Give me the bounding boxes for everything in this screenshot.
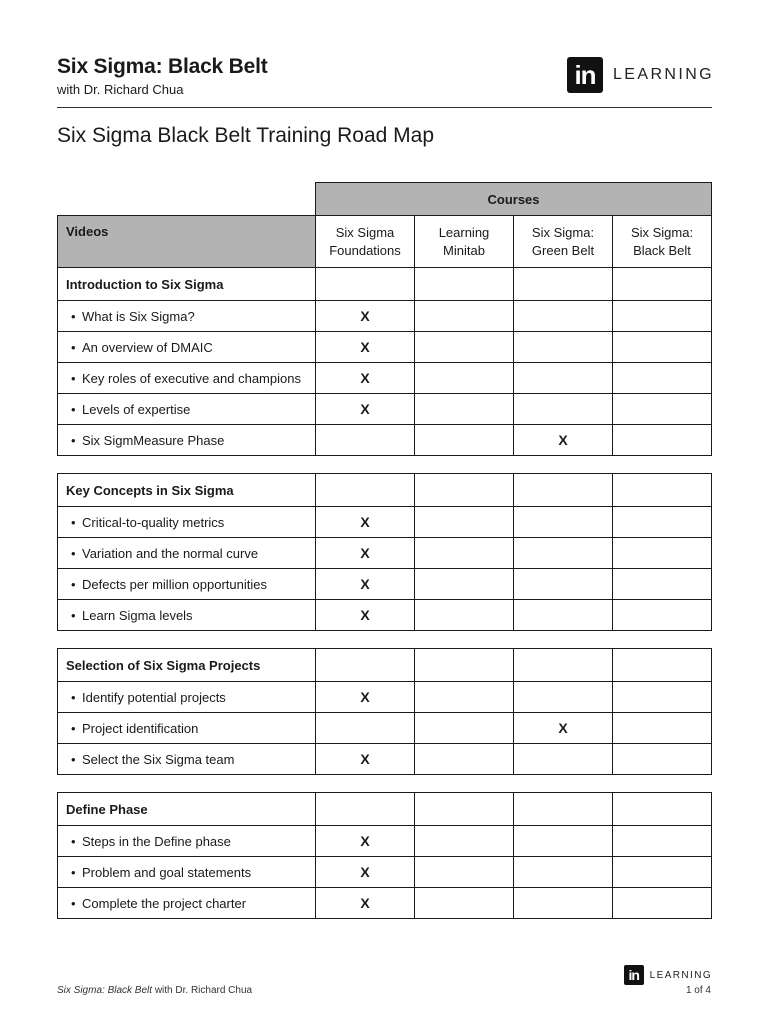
- footer-credit: [57, 985, 252, 996]
- empty-cell: [415, 888, 514, 919]
- empty-cell: [514, 744, 613, 775]
- bullet-icon: •: [71, 432, 76, 448]
- video-title-cell: [58, 744, 316, 775]
- bullet-icon: •: [71, 607, 76, 623]
- bullet-icon: •: [71, 864, 76, 880]
- page-title: Six Sigma Black Belt Training Road Map: [57, 124, 435, 147]
- empty-cell: [613, 857, 712, 888]
- empty-cell: [613, 826, 712, 857]
- video-row: [58, 600, 712, 631]
- video-row: [58, 332, 712, 363]
- linkedin-learning-logo: [567, 57, 714, 93]
- empty-cell: [415, 744, 514, 775]
- course-header-foundations: Six Sigma Foundations: [316, 216, 415, 268]
- course-mark: X: [316, 857, 415, 888]
- bullet-icon: •: [71, 689, 76, 705]
- empty-cell: [514, 682, 613, 713]
- empty-cell: [316, 793, 415, 826]
- empty-cell: [613, 268, 712, 301]
- empty-cell: [514, 332, 613, 363]
- section-title: Selection of Six Sigma Projects: [58, 649, 316, 682]
- section-title: Introduction to Six Sigma: [58, 268, 316, 301]
- empty-cell: [316, 268, 415, 301]
- linkedin-icon: in: [624, 965, 644, 985]
- video-row: [58, 744, 712, 775]
- footer-instructor: with Dr. Richard Chua: [154, 985, 253, 996]
- video-title: Key roles of executive and champions: [82, 370, 301, 386]
- video-title: Defects per million opportunities: [82, 576, 267, 592]
- course-title: Six Sigma: Black Belt: [57, 55, 268, 78]
- empty-cell: [514, 826, 613, 857]
- empty-cell: [514, 301, 613, 332]
- empty-cell: [514, 600, 613, 631]
- bullet-icon: •: [71, 545, 76, 561]
- videos-header: Videos: [58, 216, 316, 268]
- empty-cell: [316, 425, 415, 456]
- bullet-icon: •: [71, 751, 76, 767]
- empty-cell: [415, 332, 514, 363]
- course-mark: X: [316, 363, 415, 394]
- video-title: Steps in the Define phase: [82, 833, 231, 849]
- course-mark: X: [316, 301, 415, 332]
- course-mark: X: [514, 425, 613, 456]
- video-title-cell: [58, 332, 316, 363]
- empty-cell: [514, 888, 613, 919]
- empty-cell: [613, 363, 712, 394]
- video-title-cell: [58, 600, 316, 631]
- empty-cell: [316, 474, 415, 507]
- empty-cell: [415, 394, 514, 425]
- course-mark: X: [316, 507, 415, 538]
- empty-cell: [613, 507, 712, 538]
- video-title: Complete the project charter: [82, 895, 247, 911]
- video-row: [58, 507, 712, 538]
- video-title: Variation and the normal curve: [82, 545, 259, 561]
- empty-cell: [514, 649, 613, 682]
- empty-cell: [415, 301, 514, 332]
- header-divider: [57, 107, 712, 108]
- video-title: Project identification: [82, 720, 199, 736]
- empty-cell: [415, 569, 514, 600]
- empty-cell: [514, 507, 613, 538]
- empty-cell: [514, 569, 613, 600]
- empty-cell: [514, 857, 613, 888]
- video-title-cell: [58, 538, 316, 569]
- section-spacer: [58, 775, 712, 793]
- course-mark: X: [316, 682, 415, 713]
- course-mark: X: [316, 744, 415, 775]
- bullet-icon: •: [71, 308, 76, 324]
- logo-wordmark: LEARNING: [613, 66, 714, 83]
- empty-cell: [514, 363, 613, 394]
- video-title: What is Six Sigma?: [82, 308, 195, 324]
- empty-cell: [415, 649, 514, 682]
- empty-cell: [415, 826, 514, 857]
- video-row: [58, 888, 712, 919]
- bullet-icon: •: [71, 401, 76, 417]
- empty-cell: [613, 569, 712, 600]
- video-row: [58, 713, 712, 744]
- bullet-icon: •: [71, 514, 76, 530]
- empty-cell: [514, 474, 613, 507]
- empty-cell: [415, 507, 514, 538]
- empty-cell: [514, 394, 613, 425]
- course-mark: X: [316, 888, 415, 919]
- video-title: Identify potential projects: [82, 689, 226, 705]
- section-spacer: [58, 456, 712, 474]
- video-title-cell: [58, 682, 316, 713]
- bullet-icon: •: [71, 833, 76, 849]
- video-title: Learn Sigma levels: [82, 607, 193, 623]
- section-spacer: [58, 631, 712, 649]
- footer-course-title: Six Sigma: Black Belt: [57, 985, 153, 996]
- linkedin-icon: in: [567, 57, 603, 93]
- empty-cell: [415, 363, 514, 394]
- footer-logo: [624, 965, 712, 985]
- empty-cell: [316, 713, 415, 744]
- video-title-cell: [58, 888, 316, 919]
- footer-logo-wordmark: LEARNING: [649, 969, 712, 981]
- video-row: [58, 857, 712, 888]
- course-mark: X: [316, 600, 415, 631]
- column-header-row: [58, 216, 712, 268]
- empty-cell: [613, 425, 712, 456]
- video-title-cell: [58, 425, 316, 456]
- course-mark: X: [316, 394, 415, 425]
- video-title-cell: [58, 713, 316, 744]
- empty-cell: [415, 538, 514, 569]
- empty-cell: [613, 474, 712, 507]
- video-title-cell: [58, 826, 316, 857]
- video-row: [58, 363, 712, 394]
- bullet-icon: •: [71, 576, 76, 592]
- empty-cell: [316, 649, 415, 682]
- video-title-cell: [58, 363, 316, 394]
- empty-cell: [415, 682, 514, 713]
- courses-header: Courses: [316, 183, 712, 216]
- empty-cell: [514, 268, 613, 301]
- empty-cell: [613, 332, 712, 363]
- course-mark: X: [316, 826, 415, 857]
- course-header-green-belt: Six Sigma: Green Belt: [514, 216, 613, 268]
- road-map-table: [57, 182, 712, 919]
- instructor-name: with Dr. Richard Chua: [57, 82, 184, 97]
- video-title-cell: [58, 507, 316, 538]
- empty-cell: [613, 600, 712, 631]
- empty-cell: [415, 857, 514, 888]
- video-row: [58, 425, 712, 456]
- section-title: Define Phase: [58, 793, 316, 826]
- video-title: Problem and goal statements: [82, 864, 252, 880]
- empty-cell: [415, 600, 514, 631]
- video-row: [58, 569, 712, 600]
- empty-cell: [415, 713, 514, 744]
- courses-header-row: [58, 183, 712, 216]
- video-title: An overview of DMAIC: [82, 339, 213, 355]
- empty-cell: [415, 268, 514, 301]
- video-title-cell: [58, 301, 316, 332]
- video-row: [58, 394, 712, 425]
- bullet-icon: •: [71, 895, 76, 911]
- video-row: [58, 538, 712, 569]
- video-row: [58, 826, 712, 857]
- empty-cell: [613, 301, 712, 332]
- empty-cell: [415, 793, 514, 826]
- empty-cell: [613, 649, 712, 682]
- empty-cell: [415, 425, 514, 456]
- video-title: Levels of expertise: [82, 401, 191, 417]
- course-mark: X: [514, 713, 613, 744]
- empty-cell: [613, 538, 712, 569]
- video-title: Critical-to-quality metrics: [82, 514, 225, 530]
- empty-cell: [514, 793, 613, 826]
- course-header-black-belt: Six Sigma: Black Belt: [613, 216, 712, 268]
- course-mark: X: [316, 332, 415, 363]
- bullet-icon: •: [71, 720, 76, 736]
- page-number: 1 of 4: [685, 985, 711, 996]
- empty-cell: [613, 744, 712, 775]
- video-row: [58, 301, 712, 332]
- section-header-row: [58, 649, 712, 682]
- empty-cell: [415, 474, 514, 507]
- empty-cell: [613, 713, 712, 744]
- video-title-cell: [58, 569, 316, 600]
- course-mark: X: [316, 569, 415, 600]
- empty-cell: [514, 538, 613, 569]
- section-title: Key Concepts in Six Sigma: [58, 474, 316, 507]
- bullet-icon: •: [71, 370, 76, 386]
- video-title: Select the Six Sigma team: [82, 751, 235, 767]
- section-header-row: [58, 474, 712, 507]
- course-mark: X: [316, 538, 415, 569]
- section-header-row: [58, 793, 712, 826]
- empty-cell: [613, 682, 712, 713]
- empty-cell: [613, 888, 712, 919]
- empty-cell: [613, 394, 712, 425]
- video-row: [58, 682, 712, 713]
- video-title-cell: [58, 394, 316, 425]
- video-title: Six SigmMeasure Phase: [82, 432, 225, 448]
- bullet-icon: •: [71, 339, 76, 355]
- section-header-row: [58, 268, 712, 301]
- video-title-cell: [58, 857, 316, 888]
- empty-cell: [613, 793, 712, 826]
- course-header-minitab: Learning Minitab: [415, 216, 514, 268]
- document-header: [57, 54, 268, 99]
